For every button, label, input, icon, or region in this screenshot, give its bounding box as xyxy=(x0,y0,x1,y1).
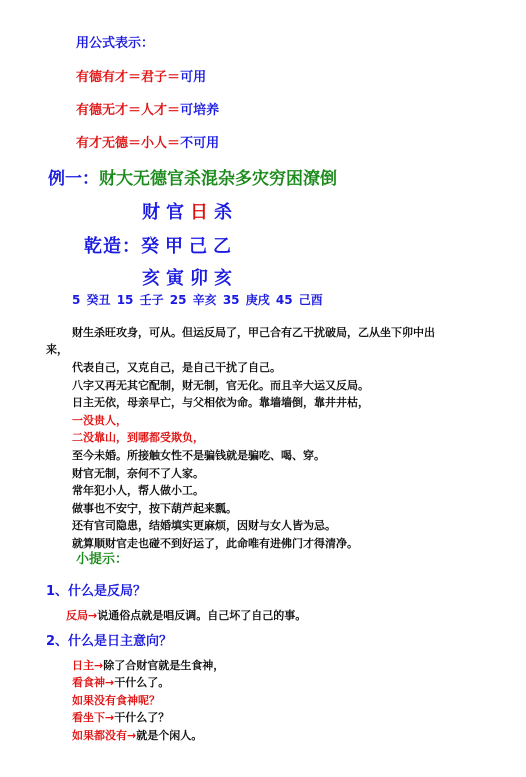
formula-term: 有德有才 xyxy=(76,70,129,85)
analysis-line: 常年犯小人，帮人做小工。 xyxy=(72,484,204,498)
stem: 己 xyxy=(189,236,213,257)
formula-result: 小人 xyxy=(141,136,168,151)
equals-sign: ＝ xyxy=(167,70,181,85)
formula-row-3 xyxy=(76,132,219,151)
answer-line xyxy=(72,727,202,743)
example-heading: 财大无德官杀混杂多灾穷困潦倒 xyxy=(99,169,337,189)
equals-sign: ＝ xyxy=(128,136,142,151)
god-ri: 日 xyxy=(190,202,214,223)
ten-gods-row xyxy=(142,198,238,224)
formula-heading: 用公式表示： xyxy=(76,36,155,51)
analysis-line: 日主无依，母亲早亡，与父相依为命。靠墙墙倒，靠井井枯， xyxy=(72,396,369,410)
answer-text: 干什么了？ xyxy=(114,711,170,725)
analysis-line: 做事也不安宁，按下葫芦起来瓢。 xyxy=(72,501,237,515)
answer-line xyxy=(72,692,160,708)
answer-text: 除了合财官就是生食神， xyxy=(103,659,225,672)
equals-sign: ＝ xyxy=(128,103,142,118)
analysis-line: 财生杀旺攻身，可从。但运反局了，甲己合有乙干扰破局，乙从坐下卯中出 xyxy=(72,326,435,339)
formula-term: 有德无才 xyxy=(76,103,129,118)
answer-text: 就是个闲人。 xyxy=(136,728,203,742)
term-label: 看食神→ xyxy=(72,676,115,690)
analysis-line: 代表自己，又克自己，是自己干扰了自己。 xyxy=(72,361,281,374)
term-label: 如果没有食神呢？ xyxy=(72,693,160,707)
analysis-line: 一没贵人， xyxy=(72,413,127,427)
branch: 寅 xyxy=(166,268,190,289)
analysis-line: 来， xyxy=(46,343,68,356)
term-label: 如果都没有→ xyxy=(72,728,137,742)
term-label: 看坐下→ xyxy=(72,711,115,725)
formula-term: 有才无德 xyxy=(76,136,129,151)
formula-row-1 xyxy=(76,66,206,85)
equals-sign: ＝ xyxy=(128,70,142,85)
answer-text: 干什么了。 xyxy=(114,676,170,690)
example-label: 例一： xyxy=(48,169,99,189)
analysis-line: 至今未婚。所接触女性不是骗钱就是骗吃、喝、穿。 xyxy=(72,449,325,462)
branch: 卯 xyxy=(190,268,214,289)
term-label: 日主→ xyxy=(72,659,104,672)
stems-row xyxy=(84,232,237,258)
answer-line xyxy=(72,674,169,690)
formula-result: 人才 xyxy=(141,103,168,118)
answer-line xyxy=(72,657,224,673)
formula-verdict: 不可用 xyxy=(180,136,220,151)
formula-verdict: 可培养 xyxy=(180,103,220,118)
tips-heading: 小提示： xyxy=(76,552,129,567)
answer-1 xyxy=(66,607,306,623)
term-label: 反局→ xyxy=(66,609,98,622)
stem: 癸 xyxy=(141,236,165,257)
god-cai: 财 xyxy=(142,202,166,223)
dayun-line: 5 癸丑 15 壬子 25 辛亥 35 庚戌 45 己酉 xyxy=(72,293,323,307)
qianzao-label: 乾造： xyxy=(84,236,141,257)
god-sha: 杀 xyxy=(214,202,238,223)
answer-line xyxy=(72,709,169,725)
branches-row xyxy=(142,264,238,290)
question-1: 1、什么是反局？ xyxy=(46,584,147,599)
analysis-line: 还有官司隐患，结婚填实更麻烦，因财与女人皆为忌。 xyxy=(72,519,336,533)
answer-text: 说通俗点就是唱反调。自己坏了自己的事。 xyxy=(97,609,307,622)
analysis-line: 就算顺财官走也碰不到好运了，此命唯有进佛门才得清净。 xyxy=(72,537,358,550)
stem: 甲 xyxy=(165,236,189,257)
god-guan: 官 xyxy=(166,202,190,223)
branch: 亥 xyxy=(142,268,166,289)
formula-result: 君子 xyxy=(141,70,168,85)
analysis-line: 八字又再无其它配制，财无制，官无化。而且辛大运又反局。 xyxy=(72,378,369,392)
stem: 乙 xyxy=(213,236,237,257)
formula-row-2 xyxy=(76,99,219,118)
analysis-line: 二没靠山，到哪都受欺负， xyxy=(72,431,204,445)
formula-verdict: 可用 xyxy=(180,70,207,85)
equals-sign: ＝ xyxy=(167,136,181,151)
equals-sign: ＝ xyxy=(167,103,181,118)
question-2: 2、什么是日主意向？ xyxy=(46,634,173,649)
analysis-line: 财官无制，奈何不了人家。 xyxy=(72,466,204,480)
branch: 亥 xyxy=(214,268,238,289)
example-title xyxy=(48,164,337,189)
